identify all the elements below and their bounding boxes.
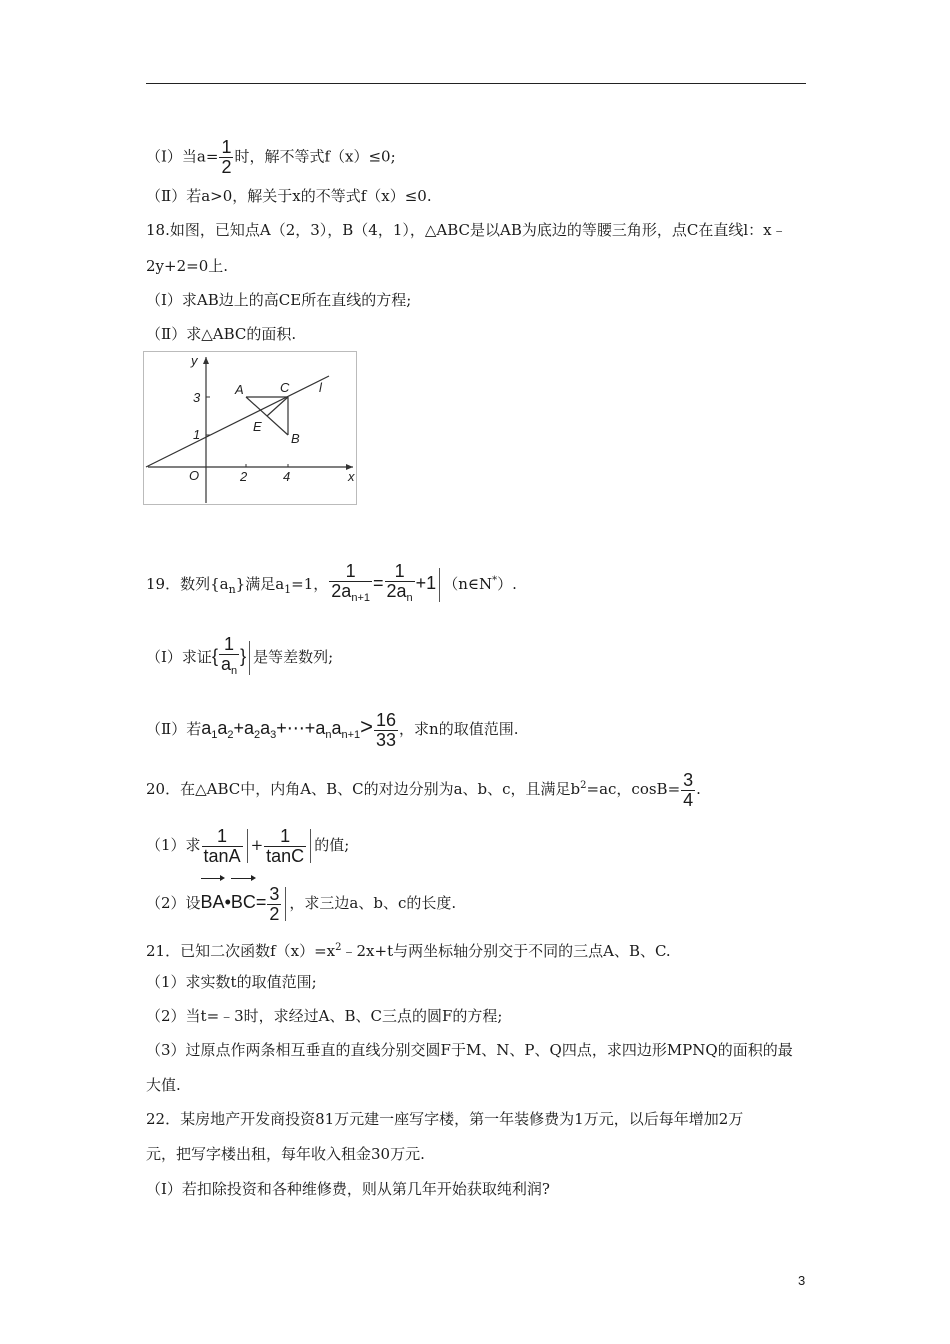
- segment-ce: [267, 397, 288, 416]
- y-axis-arrow: [203, 357, 209, 364]
- p20-cosb-fraction: $\frac{3}{4}$: [683, 769, 694, 810]
- p17-part2: （Ⅱ）若a>0，解关于x的不等式f（x）≤0.: [146, 187, 432, 205]
- formula-edge: [247, 829, 248, 863]
- p21-part2: （2）当t=﹣3时，求经过A、B、C三点的圆F的方程;: [146, 1007, 503, 1025]
- formula-edge: [439, 568, 440, 602]
- p20-part1: （1）求 $\frac{1}{\tan A}$ + $\frac{1}{\tan C}$ 的值;: [146, 825, 350, 866]
- p19-lhs-fraction: $\frac{1}{2a_{n+1}}$: [329, 562, 372, 608]
- p22-part1: （Ⅰ）若扣除投资和各种维修费，则从第几年开始获取纯利润?: [146, 1180, 550, 1198]
- p19-part2-fraction: $\frac{16}{33}$: [376, 709, 397, 750]
- tick-label-y-3: 3: [193, 390, 201, 405]
- vector-ba: BA: [201, 880, 225, 924]
- p21-part1: （1）求实数t的取值范围;: [146, 973, 317, 991]
- p22-stem-line2: 元，把写字楼出租，每年收入租金30万元.: [146, 1145, 425, 1163]
- label-a: A: [235, 382, 244, 397]
- p22-stem-line1: 22．某房地产开发商投资81万元建一座写字楼，第一年装修费为1万元，以后每年增加2万: [146, 1110, 744, 1128]
- label-b: B: [291, 431, 300, 446]
- p19-part2-sum: $a_1a_2+a_2a_3+\cdots+a_na_{n+1}>$: [201, 714, 373, 741]
- label-x: x: [348, 469, 355, 484]
- p19-stem: 19．数列$\{a_n\}$满足$a_1=1$， $\frac{1}{2a_{n+1}}$ = $\frac{1}{2a_n}$ +1 （n∈N*）.: [146, 559, 517, 612]
- p18-part1: （Ⅰ）求AB边上的高CE所在直线的方程;: [146, 291, 412, 309]
- vector-bc: BC: [231, 880, 256, 924]
- p19-part2: （Ⅱ）若$a_1a_2+a_2a_3+\cdots+a_na_{n+1}>$ $\frac{16}{33}$ ，求n的取值范围.: [146, 709, 519, 750]
- page-number: 3: [798, 1273, 806, 1288]
- p17-part1-tail: 时，解不等式f（x）≤0;: [234, 147, 396, 166]
- p20-stem: 20．在△ABC中，内角A、B、C的对边分别为a、b、c，且满足$b^2=ac$，cosB= $\frac{3}{4}$ .: [146, 769, 701, 810]
- p21-part3-line2: 大值.: [146, 1076, 181, 1094]
- p20-part2-vectors: BA•BC=: [201, 892, 267, 912]
- formula-edge: [285, 887, 286, 921]
- formula-edge: [310, 829, 311, 863]
- p20-part1-fraction-a: $\frac{1}{\tan A}$: [203, 825, 241, 866]
- p18-figure: [143, 351, 358, 506]
- label-l: l: [319, 380, 322, 395]
- p20-part1-fraction-c: $\frac{1}{\tan C}$: [266, 825, 305, 866]
- p18-stem-line1: 18.如图，已知点A（2，3），B（4，1），△ABC是以AB为底边的等腰三角形，点C在直线l：x﹣: [146, 221, 787, 239]
- tick-label-x-2: 2: [240, 469, 248, 484]
- p21-part3-line1: （3）过原点作两条相互垂直的直线分别交圆F于M、N、P、Q四点，求四边形MPNQ的面积的最: [146, 1041, 793, 1059]
- tick-label-x-4: 4: [283, 469, 291, 484]
- p19-part1-fraction: $\frac{1}{a_n}$: [219, 635, 239, 681]
- header-rule: [146, 83, 806, 84]
- label-e: E: [253, 419, 262, 434]
- p19-rhs-fraction: $\frac{1}{2a_n}$: [385, 562, 415, 608]
- label-origin: O: [189, 468, 200, 483]
- label-c: C: [280, 380, 290, 395]
- p18-stem-line2: 2y+2=0上.: [146, 257, 229, 275]
- formula-edge: [249, 641, 250, 675]
- p18-part2: （Ⅱ）求△ABC的面积.: [146, 325, 297, 343]
- p17-part1-text: （Ⅰ）当a=: [146, 147, 219, 166]
- p20-part2: （2）设BA•BC= $\frac{3}{2}$ ，求三边a、b、c的长度.: [146, 880, 456, 925]
- tick-label-y-1: 1: [193, 427, 201, 442]
- p20-part2-fraction: $\frac{3}{2}$: [269, 883, 280, 924]
- p17-fraction: $\frac{1}{2}$: [221, 137, 232, 177]
- p21-stem: 21．已知二次函数$f(x)=x^2﹣2x+t$与两坐标轴分别交于不同的三点A、B、C.: [146, 942, 671, 960]
- p19-part1: （Ⅰ）求证{ $\frac{1}{a_n}$ } 是等差数列;: [146, 634, 333, 681]
- figure-frame: [144, 352, 357, 505]
- label-y: y: [191, 353, 198, 368]
- p17-part1: [146, 138, 396, 177]
